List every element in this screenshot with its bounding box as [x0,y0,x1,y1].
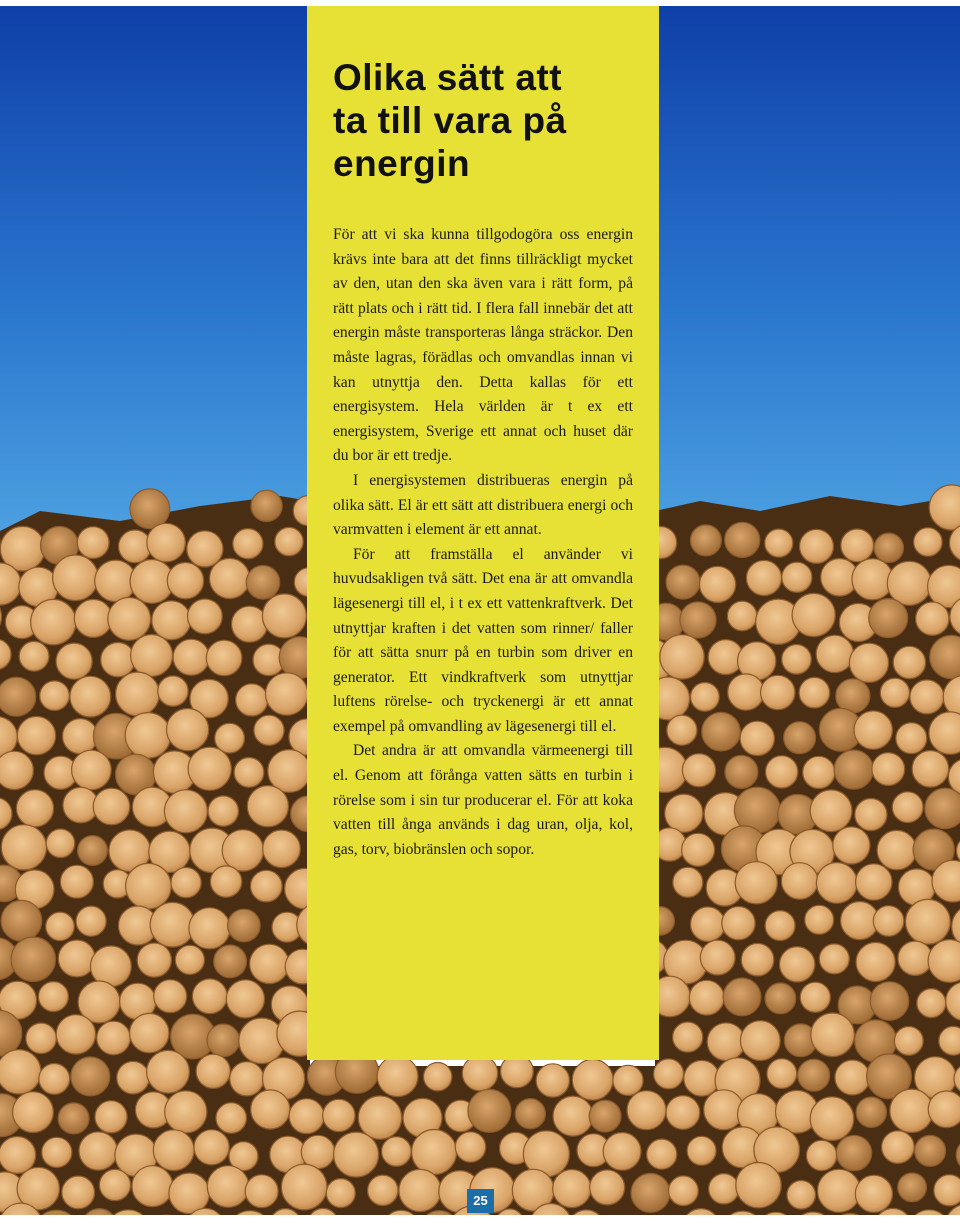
log-end [792,593,835,636]
log-end [682,833,715,866]
log-end [893,646,925,678]
log-end [613,1065,643,1095]
log-end [684,1060,720,1096]
log-end [95,1101,127,1133]
log-end [301,1135,334,1168]
log-end [852,559,893,600]
log-end [805,905,834,934]
log-end [79,1132,117,1170]
log-end [206,640,242,676]
log-end [627,1091,666,1130]
log-end [169,1173,210,1214]
log-end [215,723,245,753]
log-end [869,599,908,638]
log-end [877,830,916,869]
log-end [673,1022,703,1052]
log-end [536,1064,569,1097]
log-end [171,868,201,898]
log-end [835,1060,870,1095]
log-end [216,1103,247,1134]
log-end [766,756,798,788]
log-end [855,799,887,831]
log-end [910,680,944,714]
log-end [147,1050,190,1093]
log-end [784,722,816,754]
log-end [53,555,99,601]
log-end [117,1061,150,1094]
log-end [13,1092,54,1133]
log-end [56,643,92,679]
title-line-3: energin [333,143,471,184]
log-end [93,788,130,825]
log-end [71,1057,110,1096]
log-end [894,1027,923,1056]
log-end [108,598,151,641]
log-end [152,601,191,640]
log-end [46,829,75,858]
log-end [165,1091,207,1133]
log-end [26,1023,57,1054]
log-end [0,1137,36,1174]
log-end [856,942,895,981]
log-end [680,602,716,638]
log-end [188,747,231,790]
log-end [765,983,796,1014]
log-end [690,525,721,556]
log-end [175,945,204,974]
log-end [553,1170,591,1208]
log-end [19,641,49,671]
log-end [468,1089,511,1132]
log-end [887,561,931,605]
log-end [42,1137,72,1167]
log-end [158,676,188,706]
log-end [654,1059,684,1089]
log-end [246,566,280,600]
log-end [226,980,264,1018]
log-end [854,711,892,749]
paragraph-3: För att framställa el använder vi huvudsakligen två sätt. Det ena är att omvandla lägesenergi till el, i t ex ett vattenkraftverk. Det utnyttjar kraften i det vatten som rinner/ faller för att sätta snurr på en turbin som driver en generator. Ett vindkraftverk som utnyttjar luftens rörelse- och tryckenergi är ett annat exempel på omvandling av lägesenergi till el. [333,545,633,735]
log-end [925,788,960,829]
log-end [173,639,209,675]
log-end [700,566,736,602]
log-end [856,864,892,900]
log-end [251,490,282,521]
log-end [76,906,106,936]
log-end [740,1021,780,1061]
article-body [333,223,633,862]
log-end [666,1096,700,1130]
log-end [16,790,53,827]
log-end [99,1169,130,1200]
log-end [167,709,209,751]
log-end [0,751,33,789]
log-end [515,1099,545,1129]
log-end [934,1175,960,1206]
log-end [377,1056,418,1097]
log-end [916,602,949,635]
log-end [836,1135,871,1170]
log-end [154,980,187,1013]
log-end [250,870,282,902]
log-end [898,941,932,975]
log-end [736,1163,781,1208]
log-end [810,790,852,832]
log-end [412,1130,457,1175]
log-end [210,558,250,598]
log-end [787,1181,816,1210]
log-end [275,527,303,555]
log-end [334,1132,379,1177]
log-end [74,599,112,637]
log-end [702,712,741,751]
log-end [740,721,774,755]
log-end [589,1100,621,1132]
log-end [834,750,873,789]
log-end [250,944,289,983]
log-end [147,523,186,562]
log-end [130,1013,169,1052]
log-end [125,713,171,759]
log-end [782,645,812,675]
log-end [700,940,735,975]
log-end [70,676,111,717]
log-end [915,1135,946,1166]
log-end [262,594,306,638]
log-end [222,830,263,871]
log-end [236,684,268,716]
log-end [58,1103,89,1134]
log-end [870,982,909,1021]
log-end [187,531,223,567]
title-line-1: Olika sätt att [333,57,563,98]
log-end [781,863,818,900]
log-end [811,1013,855,1057]
log-end [849,643,888,682]
log-end [806,1140,836,1170]
log-end [709,1174,739,1204]
log-end [196,1054,230,1088]
log-end [873,906,904,937]
log-end [247,786,288,827]
log-end [232,606,268,642]
log-end [723,978,761,1016]
log-end [188,599,223,634]
log-end [254,715,284,745]
log-end [137,943,171,977]
log-end [687,1136,716,1165]
log-end [72,750,112,790]
log-end [691,907,726,942]
log-end [358,1096,401,1139]
log-end [78,836,108,866]
log-end [727,601,757,631]
log-end [735,862,777,904]
log-end [60,865,93,898]
log-end [194,1130,229,1165]
log-end [725,522,760,557]
log-end [765,911,795,941]
log-end [126,863,172,909]
log-end [281,1164,327,1210]
log-end [207,1024,240,1057]
log-end [799,677,830,708]
log-end [17,716,55,754]
log-end [722,907,755,940]
log-end [0,1050,41,1094]
log-end [767,1059,797,1089]
log-end [906,899,951,944]
log-end [131,635,173,677]
log-end [326,1179,355,1208]
log-end [132,1166,173,1207]
log-end [455,1132,485,1162]
log-end [682,754,715,787]
log-end [62,1176,95,1209]
log-end [56,1015,95,1054]
log-end [63,719,98,754]
log-end [101,643,135,677]
log-end [872,753,905,786]
log-end [765,529,793,557]
log-end [214,945,247,978]
log-end [38,982,68,1012]
log-end [208,796,238,826]
log-end [1,900,42,941]
log-end [368,1175,398,1205]
log-end [810,1097,854,1141]
log-end [667,715,697,745]
log-end [746,560,781,595]
log-end [40,681,70,711]
log-end [874,533,903,562]
log-end [118,530,151,563]
log-end [928,1091,960,1128]
log-end [912,751,949,788]
log-end [424,1063,452,1091]
log-end [800,529,834,563]
log-end [590,1170,625,1205]
log-end [890,1089,933,1132]
log-end [11,937,55,981]
log-end [462,1056,497,1091]
log-end [882,1131,915,1164]
log-end [816,863,857,904]
log-end [603,1133,641,1171]
log-end [673,867,703,897]
log-end [77,527,109,559]
log-end [130,489,170,529]
log-end [167,563,203,599]
log-end [230,1062,264,1096]
log-end [631,1173,670,1212]
log-end [553,1096,593,1136]
log-end [800,982,830,1012]
log-end [660,635,704,679]
log-end [880,678,909,707]
log-end [1,825,46,870]
log-end [263,830,301,868]
log-end [798,1059,830,1091]
log-end [399,1169,441,1211]
log-end [914,528,943,557]
log-end [0,677,36,716]
log-end [289,1099,324,1134]
log-end [898,1173,927,1202]
log-end [323,1099,355,1131]
log-end [856,1097,886,1127]
log-end [116,672,160,716]
log-end [666,565,700,599]
log-end [39,1064,70,1095]
log-end [192,979,227,1014]
log-end [164,790,207,833]
log-end [58,940,95,977]
title-line-2: ta till vara på [333,100,567,141]
paragraph-2: I energisystemen distribueras energin på olika sätt. El är ett sätt att distribuera energi och varmvatten i element är ett annat. [333,471,633,539]
log-end [691,683,720,712]
log-end [818,1169,861,1212]
log-end [689,980,724,1015]
log-end [816,635,853,672]
log-end [780,947,815,982]
log-end [782,562,812,592]
log-end [572,1059,613,1100]
log-end [665,794,703,832]
log-end [46,912,75,941]
log-end [251,1090,290,1129]
log-end [917,989,946,1018]
log-end [833,827,870,864]
log-end [725,755,758,788]
log-end [228,909,261,942]
log-end [207,1166,249,1208]
text-panel [307,6,659,1060]
log-end [841,529,874,562]
log-end [896,723,927,754]
log-end [382,1137,412,1167]
log-end [855,1175,892,1212]
log-end [728,674,764,710]
log-end [245,1175,278,1208]
log-end [150,902,195,947]
page-number-badge: 25 [467,1189,494,1213]
log-end [741,943,774,976]
log-end [31,599,76,644]
log-end [234,758,264,788]
log-end [819,944,849,974]
article-title [333,56,633,185]
log-end [669,1176,699,1206]
log-end [892,792,923,823]
log-end [803,756,835,788]
log-end [210,866,241,897]
log-end [97,1021,131,1055]
log-end [266,673,308,715]
log-end [153,1130,194,1171]
log-end [761,675,795,709]
log-end [647,1139,677,1169]
paragraph-4: Det andra är att omvandla värmeenergi till el. Genom att förånga vatten sätts en turbin i rörelse som i sin tur producerar el. För att koka vatten till ånga används i dag uran, olja, kol, gas, torv, biobränslen och sopor. [333,742,633,858]
log-end [233,529,263,559]
paragraph-1: För att vi ska kunna tillgodogöra oss energin krävs inte bara att det finns tillräckligt mycket av den, utan den ska även vara i rätt form, på rätt plats och i rätt tid. I flera fall innebär det att energin måste transporteras långa sträckor. Den måste lagras, förädlas och omvandlas innan vi kan utnyttja den. Detta kallas för ett energisystem. Hela världen är t ex ett energisystem, Sverige ett annat och huset där du bor är ett tredje. [333,226,633,465]
log-end [707,1023,745,1061]
log-end [189,908,230,949]
